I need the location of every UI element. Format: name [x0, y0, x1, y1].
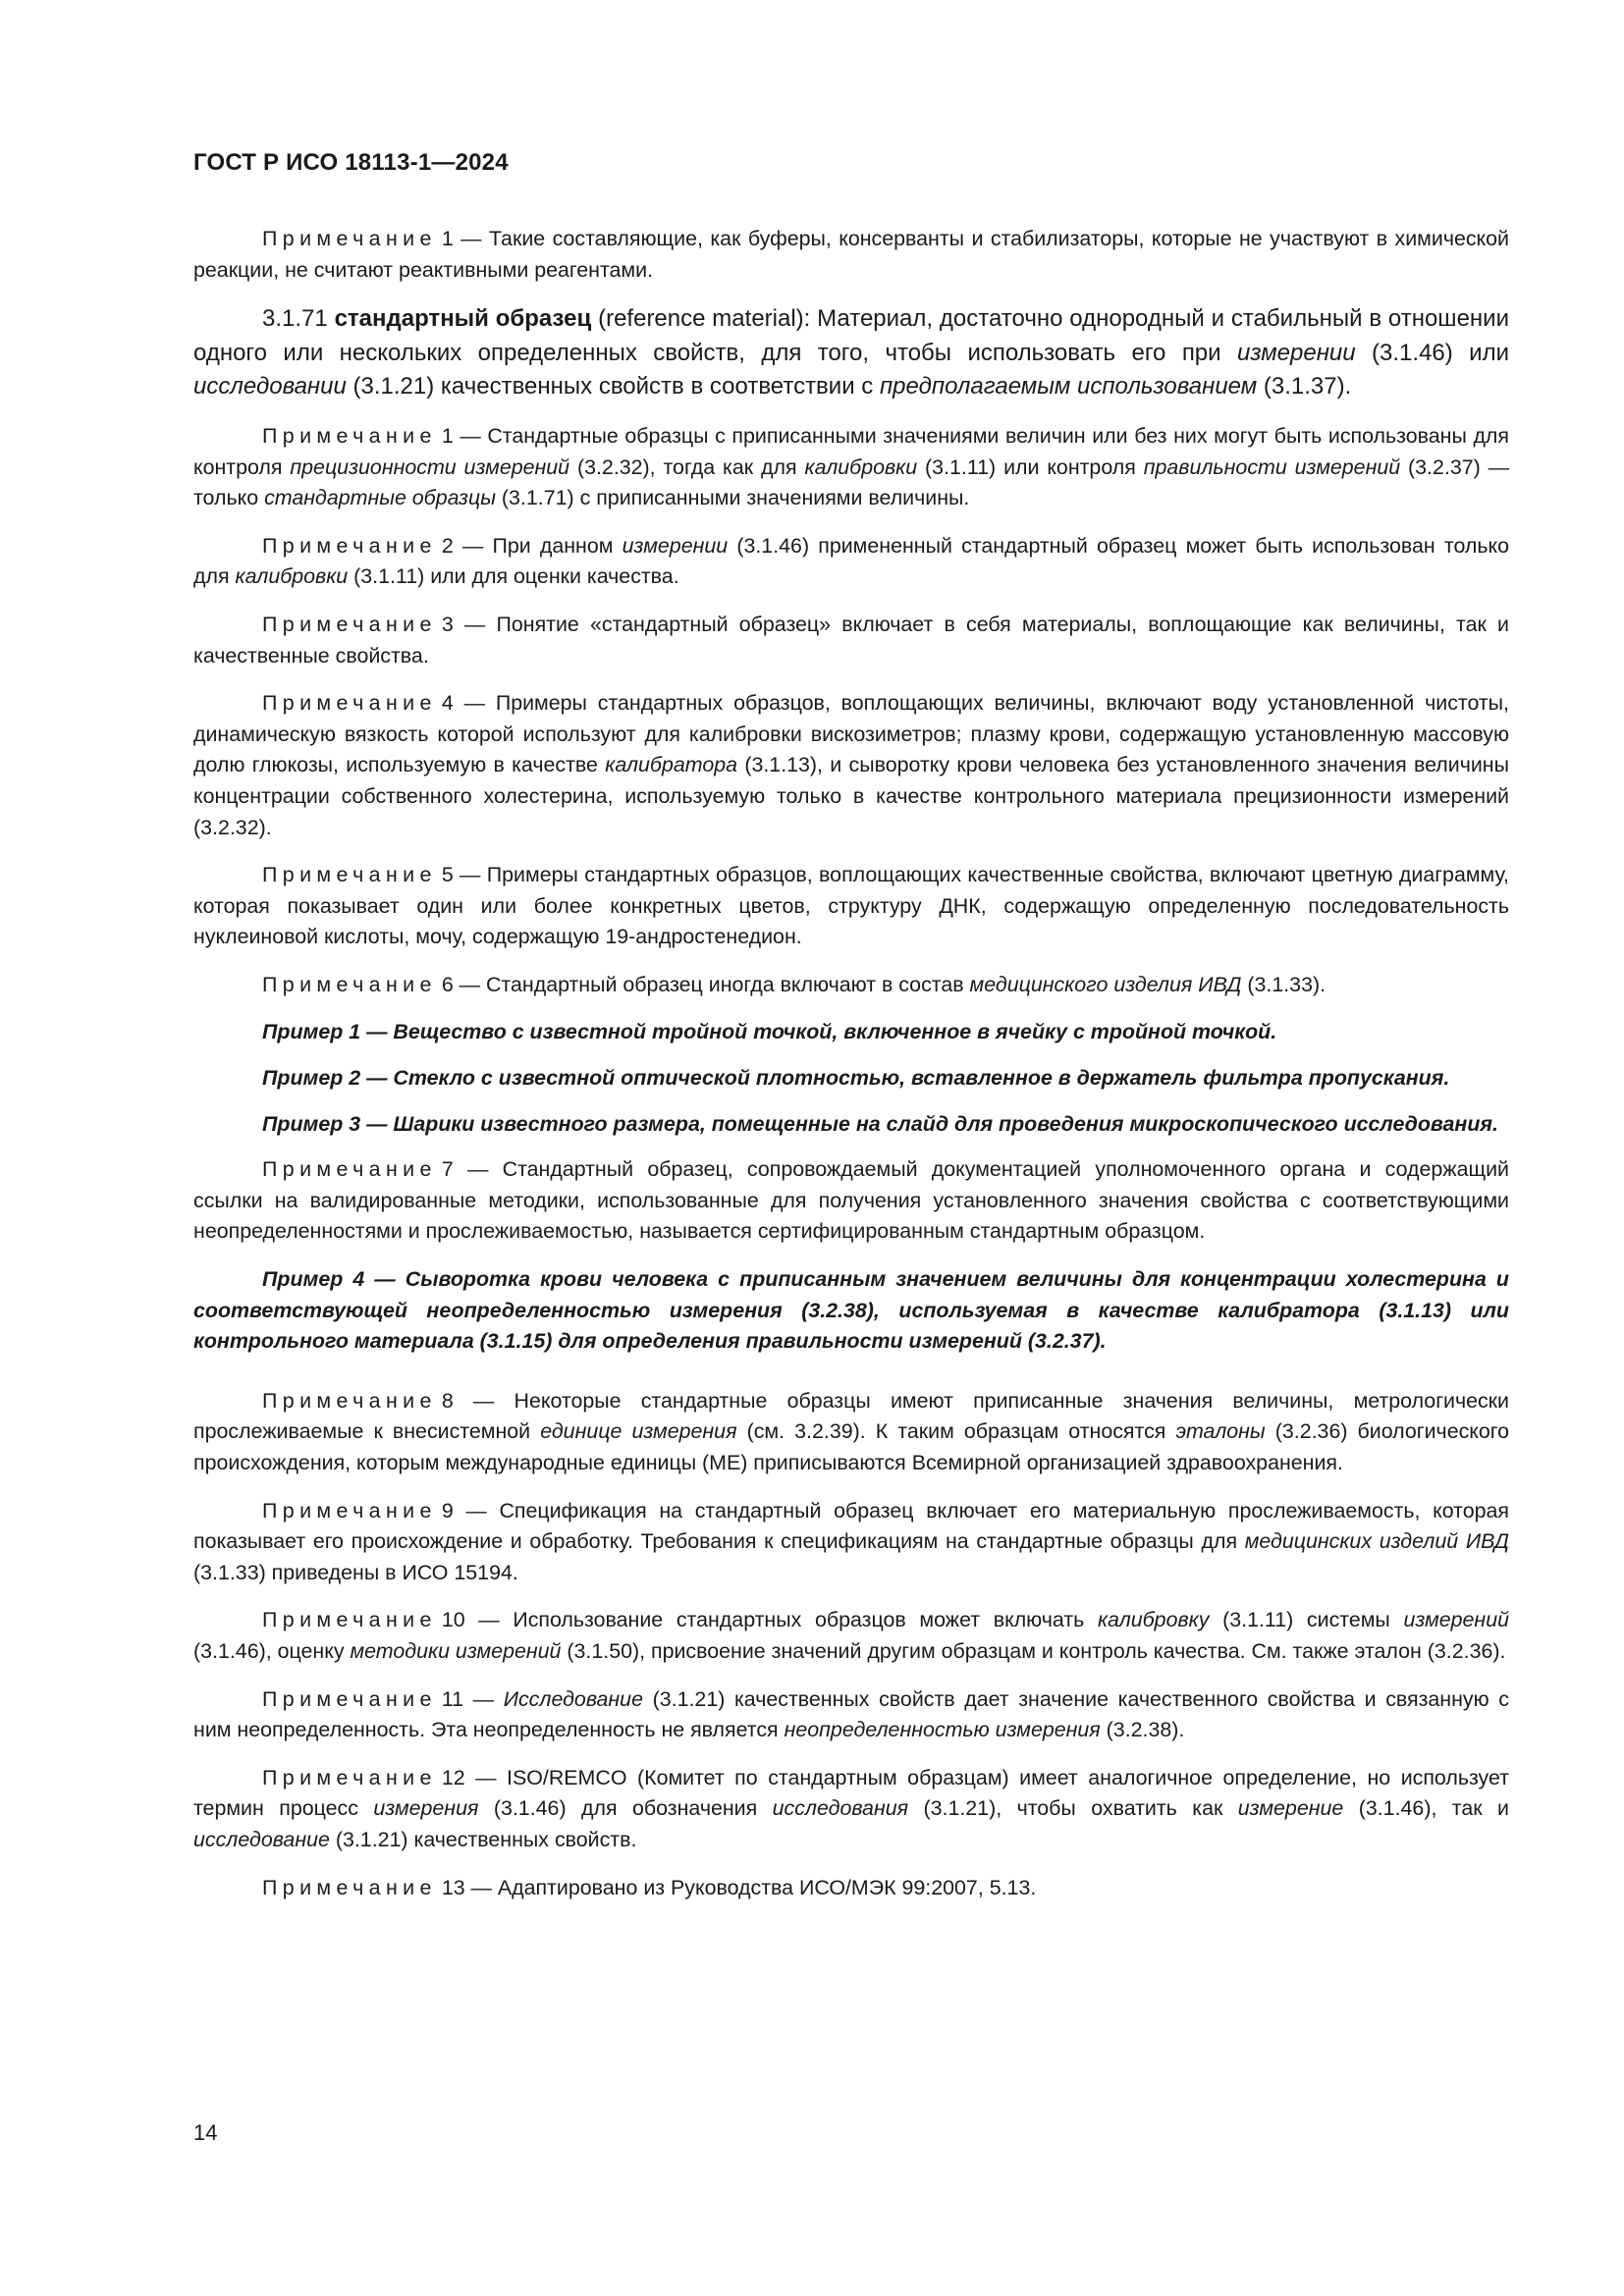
note-number: 7	[441, 1157, 454, 1182]
note-paragraph	[193, 688, 1509, 843]
note-number: 9	[441, 1498, 454, 1522]
note-label: Примечание	[262, 691, 437, 716]
text-run: — Стандартные образцы с приписанными значениями величин или без них могут быть использованы для контроля	[193, 423, 1509, 479]
note-number: 5	[441, 863, 454, 887]
note-label: Примечание	[262, 1388, 437, 1413]
text-run: (3.1.46) для обозначения	[478, 1796, 773, 1821]
note-number: 2	[441, 533, 454, 558]
note-paragraph	[193, 224, 1509, 286]
text-run: 3.1.71	[262, 305, 335, 333]
text-run: Пример 2 — Стекло с известной оптической плотностью, вставленное в держатель фильтра пропускания.	[262, 1066, 1450, 1091]
note-paragraph	[193, 970, 1509, 1001]
text-run: Пример 1 — Вещество с известной тройной точкой, включенное в ячейку с тройной точкой.	[262, 1020, 1277, 1044]
text-run: (3.1.13), и сыворотку крови человека без установленного значения величины концентрации собственного холестерина, используемую только в качестве контрольного материала прецизионности измерений (3.2.32).	[193, 753, 1509, 839]
note-number: 13	[441, 1875, 465, 1899]
text-run: — Стандартный образец, сопровождаемый документацией уполномоченного органа и содержащий ссылки на валидированные методики, использованные для получения установленного значения свойства с соответствующими неопределенностями и прослеживаемостью, называется сертифицированным стандартным образцом.	[193, 1157, 1509, 1244]
note-label: Примечание	[262, 1157, 437, 1182]
term-reference: медицинских изделий ИВД	[1244, 1529, 1509, 1554]
term-reference: исследовании	[193, 373, 347, 400]
note-label: Примечание	[262, 1608, 437, 1632]
text-run: Пример 4 — Сыворотка крови человека с приписанным значением величины для концентрации холестерина и соответствующей неопределенностью измерения (3.2.38), используемая в качестве калибратора (3.1.13) или контрольного материала (3.1.15) для определения правильности измерений (3.2.37).	[193, 1267, 1509, 1354]
text-run: (3.1.46) или	[1355, 339, 1509, 366]
note-label: Примечание	[262, 612, 437, 636]
document-header: ГОСТ Р ИСО 18113-1—2024	[193, 149, 509, 176]
text-run: (3.1.46), оценку	[193, 1638, 351, 1663]
term-reference: измерения	[373, 1796, 479, 1821]
text-run: (3.2.36) биологического происхождения, которым международные единицы (МЕ) приписываются Всемирной организацией здравоохранения.	[193, 1419, 1510, 1474]
term-reference: калибратора	[605, 753, 738, 777]
text-run: — Примеры стандартных образцов, воплощающих качественные свойства, включают цветную диаграмму, которая показывает один или более конкретных цветов, структуру ДНК, содержащую определенную последовательность нуклеиновой кислоты, мочу, содержащую 19-андростенедион.	[193, 863, 1509, 949]
text-run: (reference material): Материал, достаточно однородный и стабильный в отношении одного или нескольких определенных свойств, для того, чтобы использовать его при	[193, 305, 1509, 366]
note-number: 3	[441, 612, 454, 636]
text-run: —	[463, 1686, 504, 1711]
term-reference: Исследование	[503, 1686, 643, 1711]
term-reference: измерении	[1236, 339, 1356, 366]
note-number: 6	[441, 972, 454, 996]
term-reference: предполагаемым использованием	[879, 373, 1258, 400]
term-reference: медицинского изделия ИВД	[969, 972, 1242, 996]
note-paragraph	[193, 531, 1509, 593]
term-reference: прецизионности измерений	[290, 454, 570, 479]
note-paragraph	[193, 860, 1509, 953]
term-reference: исследование	[193, 1827, 330, 1851]
term-reference: калибровку	[1097, 1608, 1210, 1632]
note-paragraph	[193, 1684, 1509, 1746]
page-number: 14	[193, 2120, 218, 2145]
text-run: (3.1.11) или для оценки качества.	[348, 564, 679, 589]
text-run: — Адаптировано из Руководства ИСО/МЭК 99:2007, 5.13.	[464, 1875, 1037, 1899]
term-reference: калибровки	[804, 454, 918, 479]
term-definition	[193, 302, 1509, 404]
term-name: стандартный образец	[334, 305, 592, 333]
note-number: 12	[441, 1765, 465, 1789]
document-body	[193, 224, 1509, 1920]
text-run: (3.1.46), так и	[1343, 1796, 1509, 1821]
note-paragraph	[193, 1605, 1509, 1667]
text-run: (3.1.11) или контроля	[917, 454, 1144, 479]
text-run: (3.1.50), присвоение значений другим образцам и контроль качества. См. также эталон (3.2.36).	[561, 1638, 1506, 1663]
term-reference: эталоны	[1175, 1419, 1266, 1444]
note-label: Примечание	[262, 1498, 437, 1522]
text-run: (3.1.33).	[1241, 972, 1326, 996]
term-reference: неопределенностью измерения	[784, 1718, 1101, 1742]
note-label: Примечание	[262, 1765, 437, 1789]
text-run: (3.1.21), чтобы охватить как	[908, 1796, 1238, 1821]
text-run: (3.1.33) приведены в ИСО 15194.	[193, 1560, 518, 1584]
text-run: (3.2.38).	[1100, 1718, 1185, 1742]
note-label: Примечание	[262, 533, 437, 558]
note-label: Примечание	[262, 863, 437, 887]
note-number: 11	[441, 1686, 464, 1711]
term-reference: измерений	[1403, 1608, 1509, 1632]
text-run: — При данном	[453, 533, 623, 558]
note-label: Примечание	[262, 1875, 437, 1899]
term-reference: калибровки	[235, 564, 349, 589]
text-run: Пример 3 — Шарики известного размера, помещенные на слайд для проведения микроскопического исследования.	[262, 1111, 1498, 1136]
term-reference: измерении	[622, 533, 729, 558]
term-reference: исследования	[772, 1796, 909, 1821]
note-label: Примечание	[262, 227, 437, 250]
term-reference: стандартные образцы	[264, 486, 496, 510]
text-run: — Понятие «стандартный образец» включает в себя материалы, воплощающие как величины, так и качественные свойства.	[193, 612, 1509, 667]
text-run: — Использование стандартных образцов может включать	[464, 1608, 1098, 1632]
note-number: 1	[441, 227, 454, 250]
note-paragraph	[193, 1386, 1509, 1479]
note-number: 1	[441, 423, 454, 448]
text-run: (3.1.11) системы	[1209, 1608, 1404, 1632]
text-run: (3.1.21) качественных свойств дает значение качественного свойства и связанную с ним неопределенность. Эта неопределенность не является	[193, 1686, 1509, 1742]
note-paragraph	[193, 1763, 1509, 1856]
note-number: 8	[441, 1388, 454, 1413]
text-run: (3.1.71) с приписанными значениями величины.	[495, 486, 970, 510]
text-run: — Стандартный образец иногда включают в состав	[453, 972, 970, 996]
text-run: (3.1.46) примененный стандартный образец может быть использован только для	[193, 533, 1509, 589]
note-paragraph	[193, 610, 1509, 671]
text-run: (3.1.37).	[1257, 373, 1352, 400]
note-label: Примечание	[262, 972, 437, 996]
text-run: — Примеры стандартных образцов, воплощающих величины, включают воду установленной чистоты, динамическую вязкость которой используют для калибровки вискозиметров; плазму крови, содержащую установленную массовую долю глюкозы, используемую в качестве	[193, 691, 1509, 777]
example-paragraph	[193, 1264, 1509, 1358]
note-paragraph	[193, 1873, 1509, 1904]
note-paragraph	[193, 1496, 1509, 1589]
text-run: — Некоторые стандартные образцы имеют приписанные значения величины, метрологически прослеживаемые к внесистемной	[193, 1388, 1509, 1444]
text-run: (3.1.21) качественных свойств в соответствии с	[346, 373, 880, 400]
text-run: (3.2.32), тогда как для	[569, 454, 805, 479]
example-paragraph	[193, 1063, 1509, 1095]
note-paragraph	[193, 1154, 1509, 1248]
note-label: Примечание	[262, 1686, 437, 1711]
note-number: 10	[441, 1608, 465, 1632]
term-reference: правильности измерений	[1143, 454, 1401, 479]
text-run: — Такие составляющие, как буферы, консерванты и стабилизаторы, которые не участвуют в химической реакции, не считают реактивными реагентами.	[193, 227, 1509, 282]
example-paragraph	[193, 1109, 1509, 1141]
note-paragraph	[193, 421, 1509, 514]
term-reference: единице измерения	[540, 1419, 737, 1444]
text-run: (3.1.21) качественных свойств.	[329, 1827, 637, 1851]
text-run: — Спецификация на стандартный образец включает его материальную прослеживаемость, которая показывает его происхождение и обработку. Требования к спецификациям на стандартные образцы для	[193, 1498, 1509, 1554]
example-paragraph	[193, 1017, 1509, 1048]
text-run: (3.2.37) — только	[193, 454, 1510, 510]
term-reference: измерение	[1237, 1796, 1344, 1821]
term-reference: методики измерений	[350, 1638, 562, 1663]
text-run: — ISO/REMCO (Комитет по стандартным образцам) имеет аналогичное определение, но использует термин процесс	[193, 1765, 1509, 1821]
text-run: (см. 3.2.39). К таким образцам относятся	[736, 1419, 1176, 1444]
note-number: 4	[441, 691, 454, 716]
note-label: Примечание	[262, 423, 437, 448]
